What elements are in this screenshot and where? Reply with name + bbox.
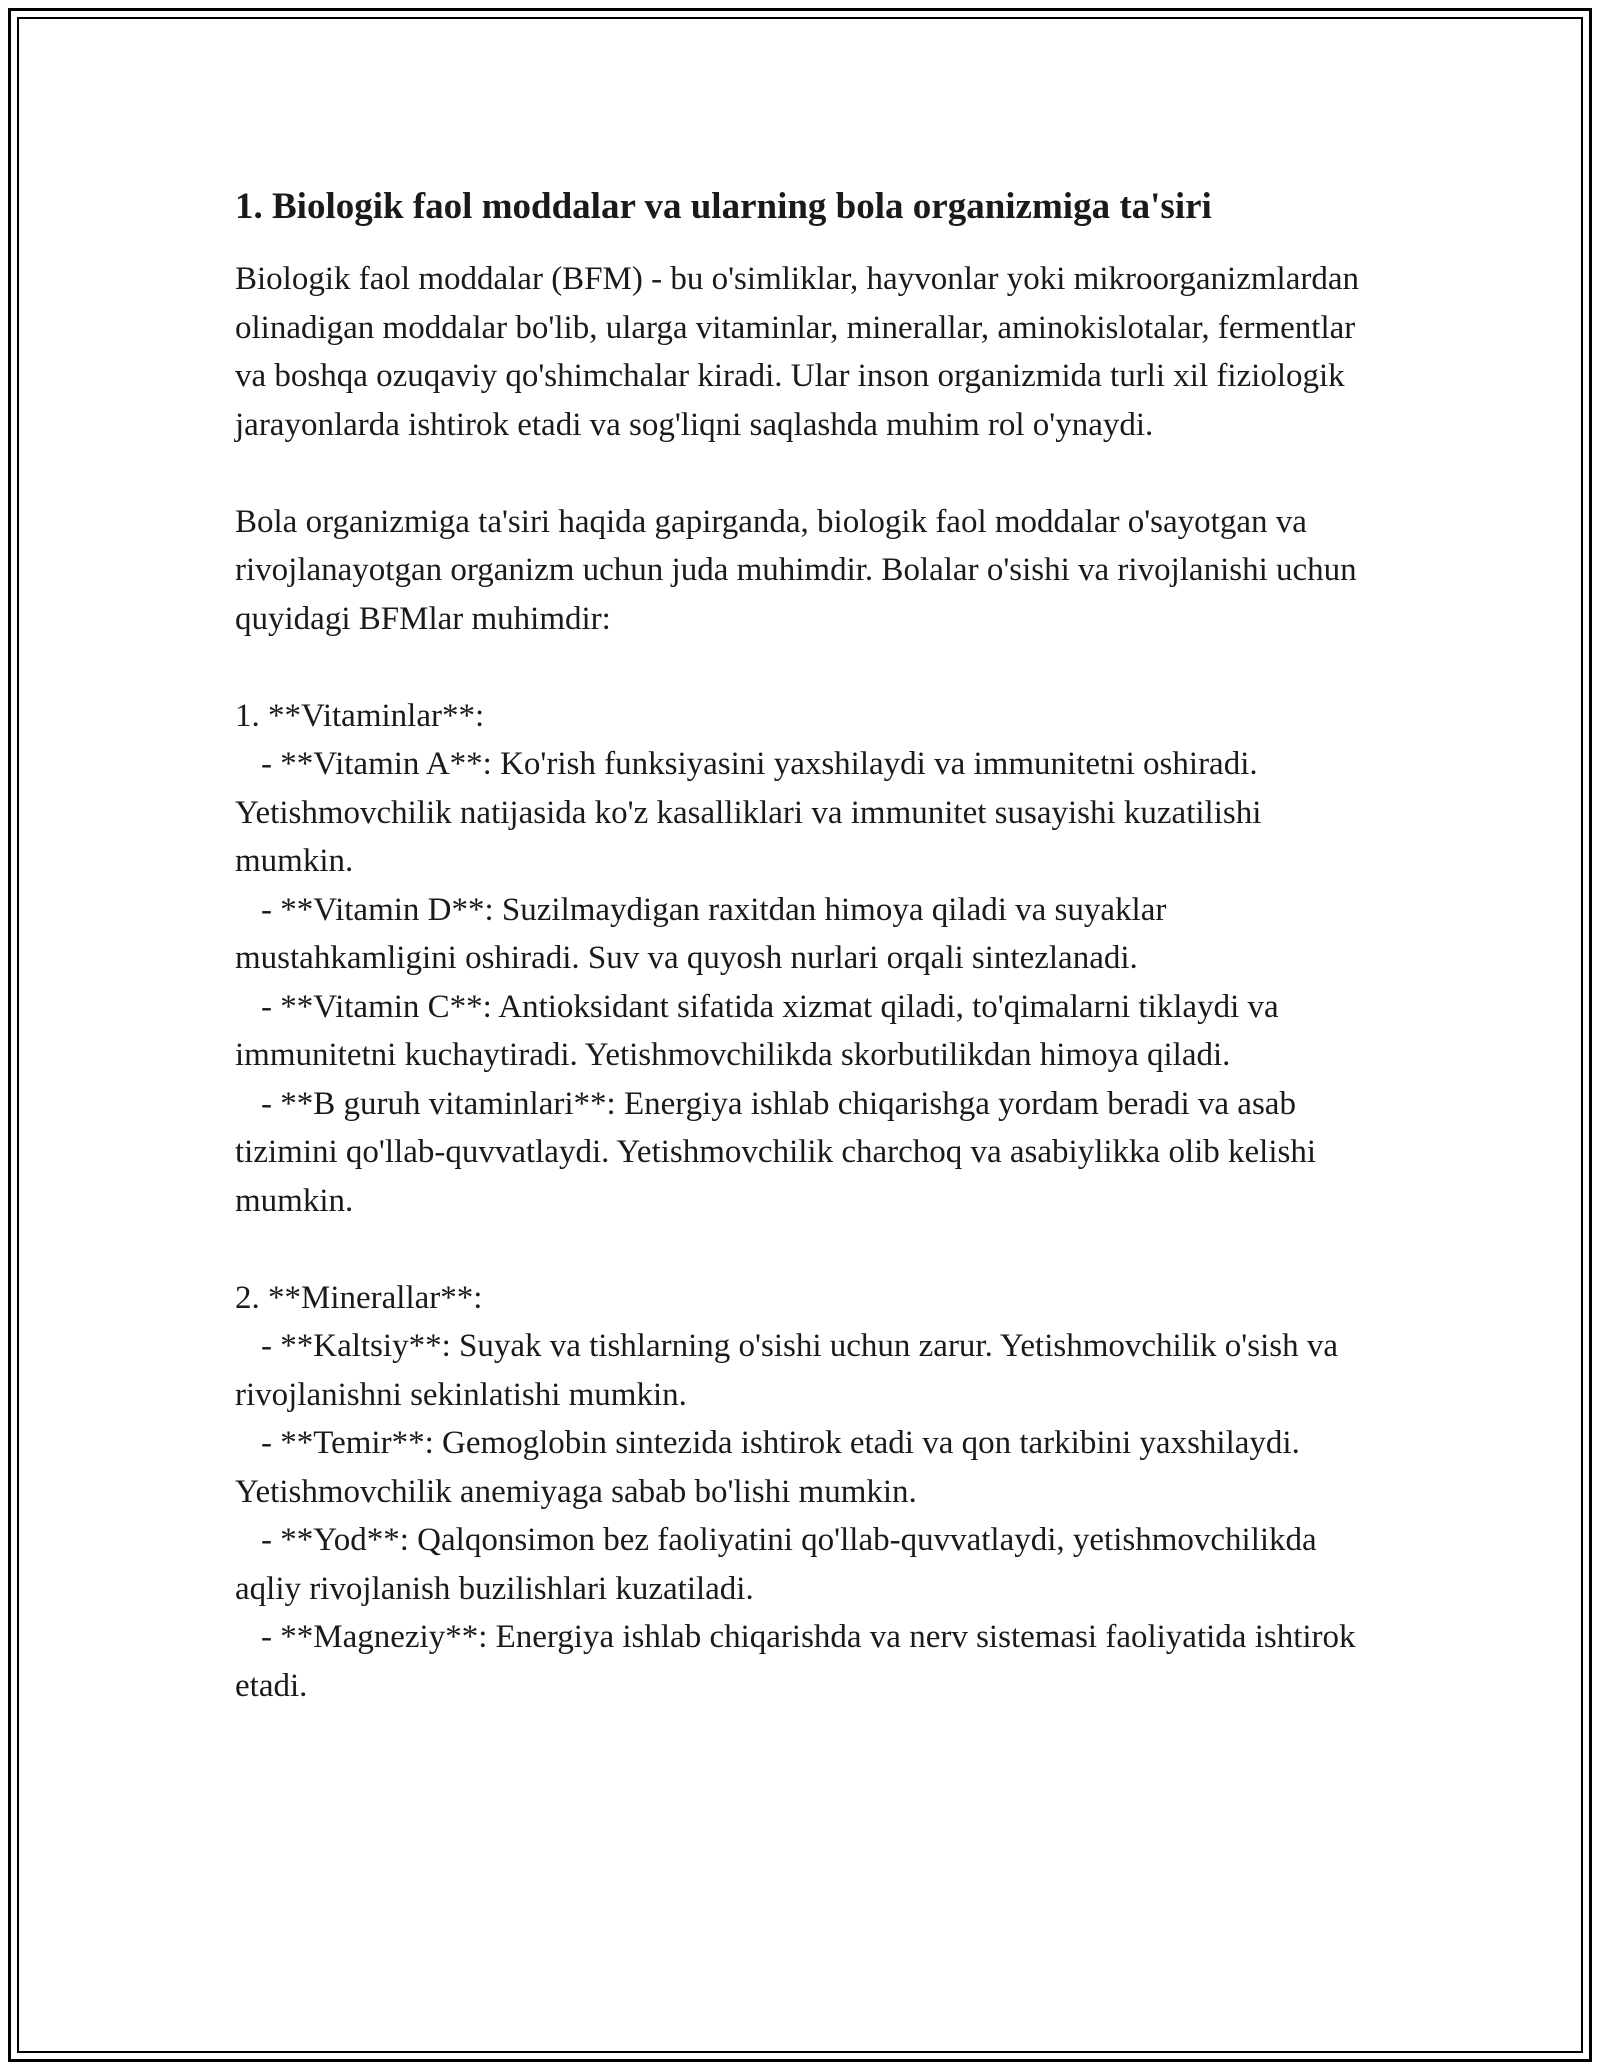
- list-item: - **Temir**: Gemoglobin sintezida ishtirok etadi va qon tarkibini yaxshilaydi. Yetishmovchilik anemiyaga sabab bo'lishi mumkin.: [235, 1425, 1300, 1510]
- list-item: - **Yod**: Qalqonsimon bez faoliyatini qo'llab-quvvatlaydi, yetishmovchilikda aqliy rivojlanish buzilishlari kuzatiladi.: [235, 1522, 1317, 1607]
- list-item: - **Vitamin D**: Suzilmaydigan raxitdan himoya qiladi va suyaklar mustahkamligini oshiradi. Suv va quyosh nurlari orqali sintezlanadi.: [235, 891, 1167, 976]
- document-title: 1. Biologik faol moddalar va ularning bola organizmiga ta'siri: [235, 186, 1212, 227]
- list-item: - **Magneziy**: Energiya ishlab chiqarishda va nerv sistemasi faoliyatida ishtirok etadi.: [235, 1619, 1356, 1704]
- section-heading: 1. **Vitaminlar**:: [235, 697, 485, 734]
- list-item: - **Vitamin C**: Antioksidant sifatida xizmat qiladi, to'qimalarni tiklaydi va immunitetni kuchaytiradi. Yetishmovchilikda skorbutilikdan himoya qiladi.: [235, 988, 1279, 1073]
- list-item: - **B guruh vitaminlari**: Energiya ishlab chiqarishga yordam beradi va asab tizimini qo'llab-quvvatlaydi. Yetishmovchilik charchoq va asabiylikka olib kelishi mumkin.: [235, 1085, 1317, 1219]
- section-vitamins: [235, 692, 1365, 1226]
- section-heading: 2. **Minerallar**:: [235, 1279, 483, 1316]
- section-minerals: [235, 1274, 1365, 1711]
- intro-paragraph: Biologik faol moddalar (BFM) - bu o'simliklar, hayvonlar yoki mikroorganizmlardan olinadigan moddalar bo'lib, ularga vitaminlar, minerallar, aminokislotalar, fermentlar va boshqa ozuqaviy qo'shimchalar kiradi. Ular inson organizmida turli xil fiziologik jarayonlarda ishtirok etadi va sog'liqni saqlashda muhim rol o'ynaydi.: [235, 261, 1359, 443]
- document-page: [235, 185, 1365, 1759]
- list-item: - **Kaltsiy**: Suyak va tishlarning o'sishi uchun zarur. Yetishmovchilik o'sish va rivojlanishni sekinlatishi mumkin.: [235, 1328, 1338, 1413]
- list-item: - **Vitamin A**: Ko'rish funksiyasini yaxshilaydi va immunitetni oshiradi. Yetishmovchilik natijasida ko'z kasalliklari va immunitet susayishi kuzatilishi mumkin.: [235, 746, 1262, 879]
- context-paragraph: Bola organizmiga ta'siri haqida gapirganda, biologik faol moddalar o'sayotgan va rivojlanayotgan organizm uchun juda muhimdir. Bolalar o'sishi va rivojlanishi uchun quyidagi BFMlar muhimdir:: [235, 503, 1357, 637]
